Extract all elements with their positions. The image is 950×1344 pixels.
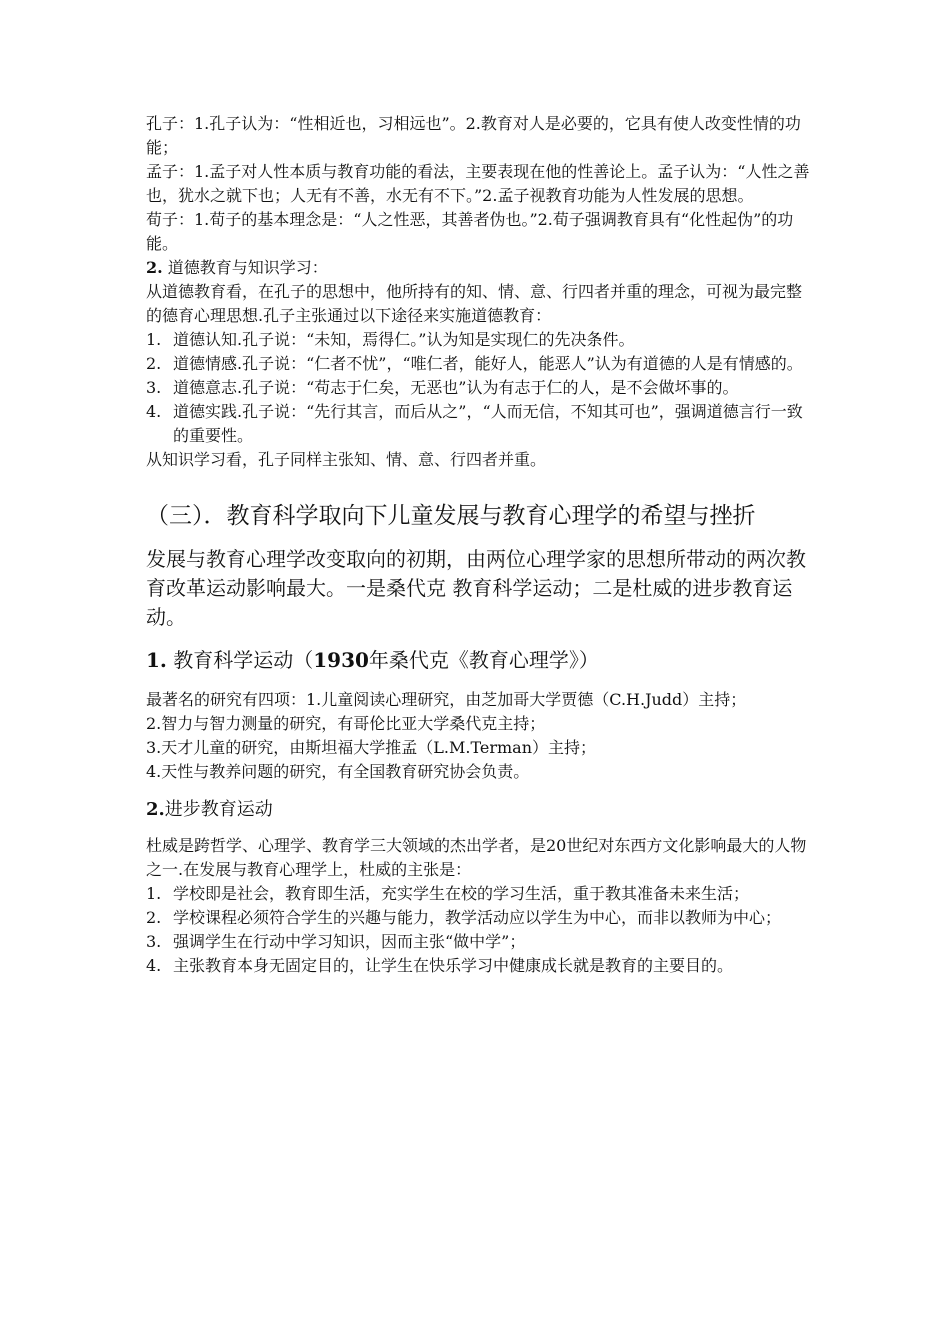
subsection-heading-education-science xyxy=(146,646,810,674)
list-item xyxy=(146,376,810,400)
research-line: 4.天性与教养问题的研究，有全国教育研究协会负责。 xyxy=(146,762,530,781)
list-item-text: 主张教育本身无固定目的，让学生在快乐学习中健康成长就是教育的主要目的。 xyxy=(173,956,734,975)
list-item-text: 道德实践.孔子说：“先行其言，而后从之”，“人而无信，不知其可也”，强调道德言行一致的重要性。 xyxy=(173,402,803,445)
research-line: 2.智力与智力测量的研究，有哥伦比亚大学桑代克主持； xyxy=(146,714,546,733)
list-item-number: 1. xyxy=(146,330,162,349)
moral-education-intro: 从道德教育看，在孔子的思想中，他所持有的知、情、意、行四者并重的理念，可视为最完整的德育心理思想.孔子主张通过以下途径来实施道德教育： xyxy=(146,282,803,325)
list-item xyxy=(146,930,810,954)
list-item-number: 2. xyxy=(146,354,162,373)
heading-text: 道德教育与知识学习： xyxy=(167,258,328,277)
list-item-text: 道德情感.孔子说：“仁者不忧”，“唯仁者，能好人，能恶人”认为有道德的人是有情感的。 xyxy=(173,354,803,373)
subsection-title-post: 年桑代克《教育心理学》） xyxy=(368,648,599,672)
list-item-text: 学校课程必须符合学生的兴趣与能力，教学活动应以学生为中心，而非以教师为中心； xyxy=(173,908,782,927)
list-item-number: 1. xyxy=(146,884,162,903)
list-item xyxy=(146,328,810,352)
subsection-title: 进步教育运动 xyxy=(164,799,273,820)
list-item-text: 道德意志.孔子说：“苟志于仁矣，无恶也”认为有志于仁的人，是不会做坏事的。 xyxy=(173,378,739,397)
heading-number: 2. xyxy=(146,258,163,277)
kongzi-paragraph: 孔子：1.孔子认为：“性相近也，习相远也”。2.教育对人是必要的，它具有使人改变性情的功能； xyxy=(146,114,801,157)
list-item xyxy=(146,882,810,906)
subsection-number: 2. xyxy=(146,799,165,820)
mengzi-paragraph: 孟子：1.孟子对人性本质与教育功能的看法，主要表现在他的性善论上。孟子认为：“人性之善也，犹水之就下也；人无有不善，水无有不下。”2.孟子视教育功能为人性发展的思想。 xyxy=(146,162,810,205)
list-item-text: 学校即是社会，教育即生活，充实学生在校的学习生活，重于教其准备未来生活； xyxy=(173,884,750,903)
document-page xyxy=(146,112,810,978)
list-item xyxy=(146,400,810,448)
moral-education-heading xyxy=(146,256,810,280)
subsection-title-pre: 教育科学运动（ xyxy=(173,648,314,672)
list-item xyxy=(146,352,810,376)
dewey-intro: 杜威是跨哲学、心理学、教育学三大领域的杰出学者，是20世纪对东西方文化影响最大的人物之一.在发展与教育心理学上，杜威的主张是： xyxy=(146,836,807,879)
dewey-list xyxy=(146,882,810,978)
subsection-year: 1930 xyxy=(313,648,369,672)
section-heading: （三）．教育科学取向下儿童发展与教育心理学的希望与挫折 xyxy=(146,503,756,529)
list-item-text: 强调学生在行动中学习知识，因而主张“做中学”； xyxy=(173,932,526,951)
list-item-text: 道德认知.孔子说：“未知，焉得仁。”认为知是实现仁的先决条件。 xyxy=(173,330,635,349)
subsection-number: 1. xyxy=(146,648,167,672)
list-item-number: 4. xyxy=(146,402,162,421)
xunzi-paragraph: 荀子：1.荀子的基本理念是：“人之性恶，其善者伪也。”2.荀子强调教育具有“化性起伪”的功能。 xyxy=(146,210,794,253)
knowledge-learning-paragraph: 从知识学习看，孔子同样主张知、情、意、行四者并重。 xyxy=(146,450,547,469)
research-line: 最著名的研究有四项：1.儿童阅读心理研究，由芝加哥大学贾德（C.H.Judd）主持； xyxy=(146,690,747,709)
section-intro: 发展与教育心理学改变取向的初期，由两位心理学家的思想所带动的两次教育改革运动影响最大。一是桑代克 教育科学运动；二是杜威的进步教育运动。 xyxy=(146,547,806,629)
list-item-number: 3. xyxy=(146,378,162,397)
list-item-number: 4. xyxy=(146,956,162,975)
list-item xyxy=(146,906,810,930)
subsection-heading-progressive xyxy=(146,796,810,824)
moral-education-list xyxy=(146,328,810,448)
list-item-number: 3. xyxy=(146,932,162,951)
research-line: 3.天才儿童的研究，由斯坦福大学推孟（L.M.Terman）主持； xyxy=(146,738,597,757)
list-item-number: 2. xyxy=(146,908,162,927)
list-item xyxy=(146,954,810,978)
